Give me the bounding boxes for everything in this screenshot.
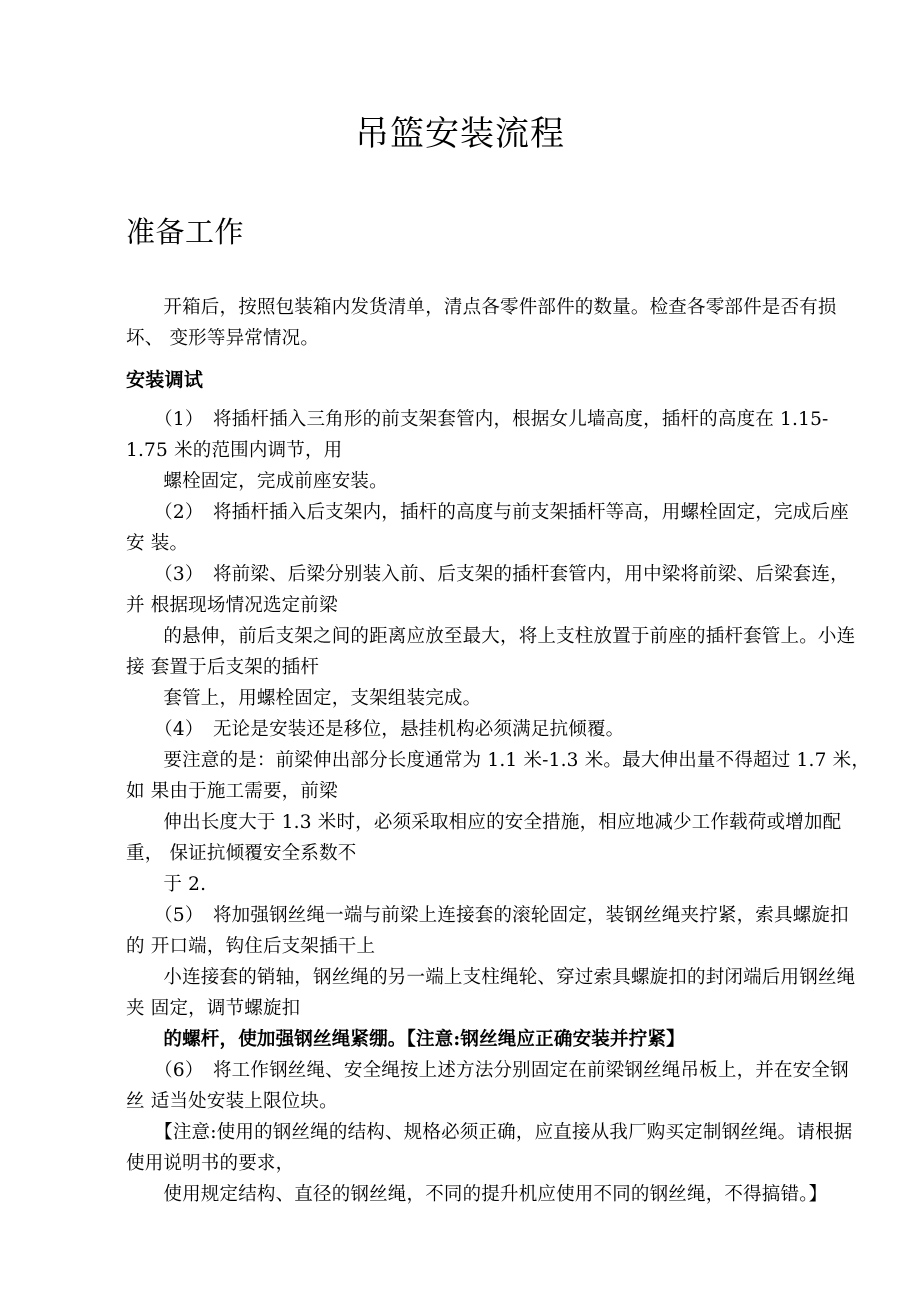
step-line: 要注意的是：前梁伸出部分长度通常为 1.1 米-1.3 米。最大伸出量不得超过 1.7 米， — [126, 750, 871, 771]
step-line: 使用规定结构、直径的钢丝绳，不同的提升机应使用不同的钢丝绳，不得搞错。】 — [126, 1184, 828, 1205]
intro-line: 坏、 变形等异常情况。 — [126, 328, 320, 349]
step-line: （5） 将加强钢丝绳一端与前梁上连接套的滚轮固定，装钢丝绳夹拧紧，索具螺旋扣 — [126, 905, 849, 926]
step-line: 于 2. — [126, 874, 207, 895]
step-line: 的悬伸，前后支架之间的距离应放至最大，将上支柱放置于前座的插杆套管上。小连 — [126, 626, 856, 647]
step-line: 螺栓固定，完成前座安装。 — [126, 471, 388, 492]
step-line: 套管上，用螺栓固定，支架组装完成。 — [126, 688, 482, 709]
step-line: 的螺杆，使加强钢丝绳紧绷。【注意:钢丝绳应正确安装并拧紧】 — [126, 1029, 685, 1050]
step-line: （2） 将插杆插入后支架内，插杆的高度与前支架插杆等高，用螺栓固定，完成后座 — [126, 502, 849, 523]
step-line: 丝 适当处安装上限位块。 — [126, 1091, 338, 1112]
step-line: 【注意:使用的钢丝绳的结构、规格必须正确，应直接从我厂购买定制钢丝绳。请根据 — [126, 1122, 853, 1143]
step-line: （1） 将插杆插入三角形的前支架套管内，根据女儿墙高度，插杆的高度在 1.15- — [126, 409, 829, 430]
step-line: 夹 固定，调节螺旋扣 — [126, 998, 301, 1019]
step-line: 的 开口端，钩住后支架插干上 — [126, 936, 376, 957]
step-line: 伸出长度大于 1.3 米时，必须采取相应的安全措施，相应地减少工作载荷或增加配 — [126, 812, 842, 833]
installation-steps-body — [126, 404, 871, 1210]
step-line: 安 装。 — [126, 533, 189, 554]
section-heading-installation: 安装调试 — [126, 369, 204, 391]
intro-line: 开箱后，按照包装箱内发货清单，清点各零件部件的数量。检查各零部件是否有损 — [126, 297, 837, 318]
page-title: 吊篮安装流程 — [355, 114, 565, 154]
step-line: （6） 将工作钢丝绳、安全绳按上述方法分别固定在前梁钢丝绳吊板上，并在安全钢 — [126, 1060, 849, 1081]
section-heading-preparation: 准备工作 — [126, 215, 245, 249]
step-line: 1.75 米的范围内调节，用 — [126, 440, 343, 461]
step-line: 如 果由于施工需要，前梁 — [126, 781, 338, 802]
step-line: 接 套置于后支架的插杆 — [126, 657, 320, 678]
step-line: （4） 无论是安装还是移位，悬挂机构必须满足抗倾覆。 — [126, 719, 625, 740]
intro-paragraph — [126, 292, 837, 354]
step-line: （3） 将前梁、后梁分别装入前、后支架的插杆套管内，用中梁将前梁、后梁套连， — [126, 564, 849, 585]
step-line: 重， 保证抗倾覆安全系数不 — [126, 843, 357, 864]
step-line: 并 根据现场情况选定前梁 — [126, 595, 338, 616]
step-line: 小连接套的销轴，钢丝绳的另一端上支柱绳轮、穿过索具螺旋扣的封闭端后用钢丝绳 — [126, 967, 856, 988]
step-line: 使用说明书的要求， — [126, 1153, 295, 1174]
